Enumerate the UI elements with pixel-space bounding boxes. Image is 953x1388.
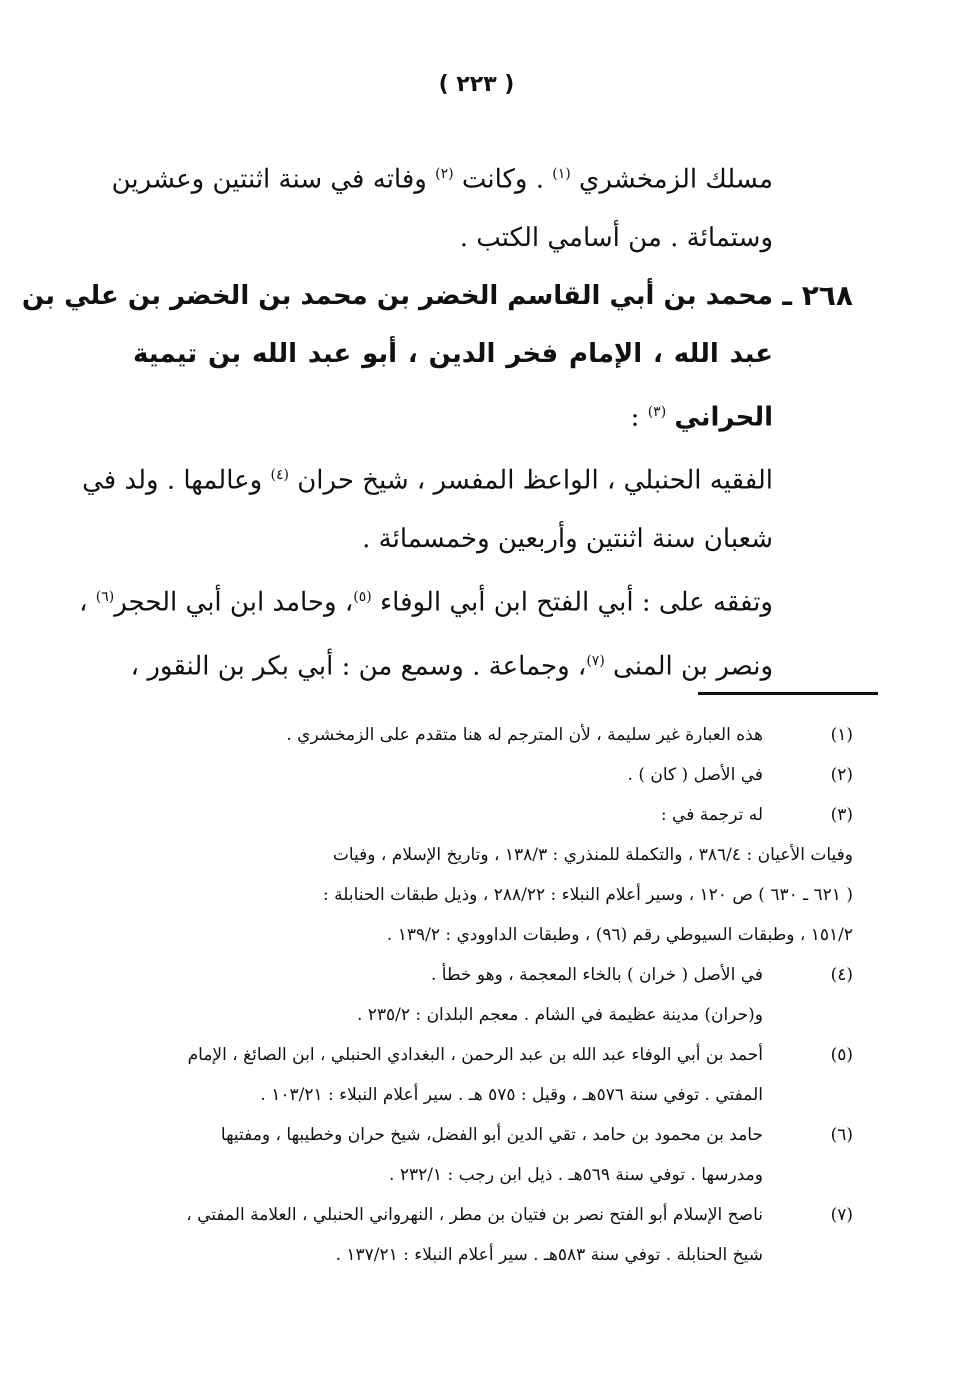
text-run: . وكانت [453, 164, 553, 195]
footnote-line: ( ٦٢١ ـ ٦٣٠ ) ص ١٢٠ ، وسير أعلام النبلاء : ٢٨٨/٢٢ ، وذيل طبقات الحنابلة : [322, 885, 853, 905]
text-line: شعبان سنة اثنتين وأربعين وخمسمائة . [362, 523, 773, 554]
footnote [163, 755, 853, 795]
footnote-line: في الأصل ( كان ) . [627, 765, 763, 785]
footnote-number: (٦) [830, 1125, 853, 1145]
footnote-line: في الأصل ( خران ) بالخاء المعجمة ، وهو خطأ . [431, 965, 763, 985]
text-run: ، وجماعة . وسمع من : أبي بكر بن النقور ، [130, 651, 587, 682]
text-run: وتفقه على : أبي الفتح ابن أبي الوفاء [371, 587, 773, 618]
main-text [21, 145, 853, 695]
footnote [163, 1035, 853, 1115]
text-run: ، [79, 587, 96, 618]
footnote-number: (٤) [830, 965, 853, 985]
text-run: مسلك الزمخشري [570, 164, 773, 195]
footnote-line: أحمد بن أبي الوفاء عبد الله بن عبد الرحمن ، البغدادي الحنبلي ، ابن الصائغ ، الإمام [187, 1045, 763, 1065]
footnotes [163, 715, 853, 1275]
footnote-line: ١٥١/٢ ، وطبقات السيوطي رقم (٩٦) ، وطبقات الداوودي : ١٣٩/٢ . [386, 925, 853, 945]
text-line: وستمائة . من أسامي الكتب . [459, 222, 773, 253]
footnote-ref[interactable]: (٣) [647, 403, 667, 420]
entry-name-line: عبد الله ، الإمام فخر الدين ، أبو عبد الله بن تيمية [133, 338, 773, 369]
text-line [79, 568, 773, 632]
footnote-line: ومدرسها . توفي سنة ٥٦٩هـ . ذيل ابن رجب : ٢٣٢/١ . [389, 1165, 763, 1185]
entry-number: ٢٦٨ ـ [782, 278, 853, 312]
footnote-number: (٧) [830, 1205, 853, 1225]
footnote [163, 795, 853, 955]
text-run: ، وحامد ابن أبي الحجر [114, 587, 354, 618]
footnote-ref[interactable]: (٥) [353, 588, 372, 605]
footnote-line: له ترجمة في : [660, 805, 763, 825]
entry-name-line: محمد بن أبي القاسم الخضر بن محمد بن الخضر بن علي بن [21, 280, 773, 311]
footnote [163, 955, 853, 1035]
footnote [163, 1195, 853, 1275]
page-number: ( ٢٢٣ ) [438, 72, 515, 97]
footnote-line: المفتي . توفي سنة ٥٧٦هـ ، وقيل : ٥٧٥ هـ . سير أعلام النبلاء : ١٠٣/٢١ . [260, 1085, 763, 1105]
text-run: : [630, 402, 648, 433]
footnote-line: شيخ الحنابلة . توفي سنة ٥٨٣هـ . سير أعلام النبلاء : ١٣٧/٢١ . [335, 1245, 763, 1265]
footnote-ref[interactable]: (٧) [586, 652, 605, 669]
footnote-line: وفيات الأعيان : ٣٨٦/٤ ، والتكملة للمنذري : ١٣٨/٣ ، وتاريخ الإسلام ، وفيات [332, 845, 853, 865]
footnote [163, 1115, 853, 1195]
biography-entry [21, 267, 853, 696]
entry-name-run: الحراني [674, 402, 773, 433]
text-run: الفقيه الحنبلي ، الواعظ المفسر ، شيخ حران [288, 465, 773, 496]
footnote-line: و(حران) مدينة عظيمة في الشام . معجم البلدان : ٢٣٥/٢ . [356, 1005, 763, 1025]
footnote-number: (١) [830, 725, 853, 745]
footnote-divider [698, 692, 878, 695]
text-line [111, 145, 773, 209]
text-run: وفاته في سنة اثنتين وعشرين [111, 164, 436, 195]
footnote [163, 715, 853, 755]
footnote-ref[interactable]: (٢) [435, 166, 454, 182]
footnote-number: (٥) [830, 1045, 853, 1065]
entry-name-line [133, 383, 773, 447]
footnote-ref[interactable]: (١) [552, 166, 571, 182]
footnote-number: (٣) [830, 805, 853, 825]
text-run: ونصر بن المنى [604, 651, 773, 682]
text-line [82, 446, 773, 510]
footnote-ref[interactable]: (٦) [95, 588, 115, 605]
footnote-number: (٢) [830, 765, 853, 785]
footnote-line: ناصح الإسلام أبو الفتح نصر بن فتيان بن مطر ، النهرواني الحنبلي ، العلامة المفتي ، [186, 1205, 763, 1225]
footnote-line: هذه العبارة غير سليمة ، لأن المترجم له هنا متقدم على الزمخشري . [286, 725, 763, 745]
footnote-line: حامد بن محمود بن حامد ، تقي الدين أبو الفضل، شيخ حران وخطيبها ، ومفتيها [220, 1125, 763, 1145]
text-run: وعالمها . ولد في [82, 465, 271, 496]
text-line [130, 632, 773, 696]
footnote-ref[interactable]: (٤) [270, 467, 289, 484]
